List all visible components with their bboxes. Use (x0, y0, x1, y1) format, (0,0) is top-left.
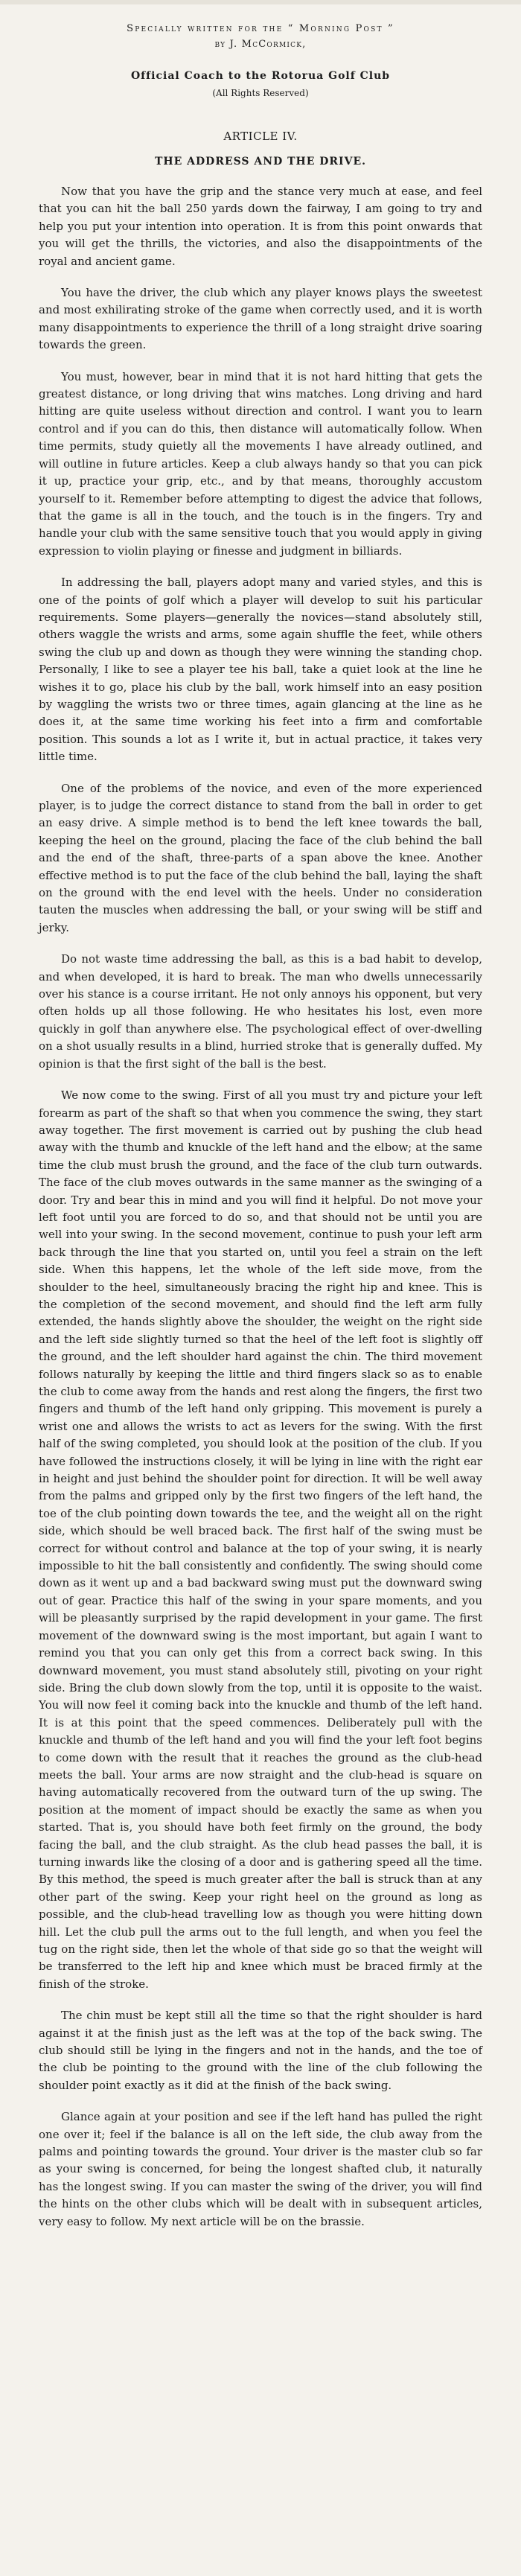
author-line: by J. McCormick, (214, 39, 307, 50)
article-title: THE ADDRESS AND THE DRIVE. (154, 156, 367, 168)
byline (39, 21, 482, 37)
rights-notice: (All Rights Reserved) (212, 88, 309, 98)
paragraph: In addressing the ball, players adopt many and varied styles, and this is one of the points of golf which a player will develop to suit his particular requirements. Some players—generally the novices—stand absolutely still, others waggle the wrists and arms, some again shuffle the feet, while others swing the club up and down as though they were winning the standing chop. Personally, I like to see a player tee his ball, take a quiet look at the line he wishes it to go, place his club by the ball, work himself into an easy position by waggling the wrists two or three times, again glancing at the line as he does it, at the same time working his feet into a firm and comfortable position. This sounds a lot as I write it, but in actual practice, it takes very little time. (39, 576, 482, 764)
publication-name: “ Morning Post ” (287, 23, 394, 34)
paragraph: Now that you have the grip and the stance very much at ease, and feel that you can hit the ball 250 yards down the fairway, I am going to try and help you put your intention into operation. It is from this point onwards that you will get the thrills, the victories, and also the disappointments of the royal and ancient game. (39, 185, 482, 268)
paragraph: You must, however, bear in mind that it is not hard hitting that gets the greatest distance, or long driving that wins matches. Long driving and hard hitting are quite useless without direction and control. I want you to learn control and if you can do this, then distance will automatically follow. When time permits, study quietly all the movements I have already outlined, and will outline in future articles. Keep a club always handy so that you can pick it up, practice your grip, etc., and by that means, thoroughly accustom yourself to it. Remember before attempting to digest the advice that follows, that the game is all in the touch, and the touch is in the fingers. Try and handle your club with the same sensitive touch that you would apply in giving expression to violin playing or finesse and judgment in billiards. (39, 369, 482, 558)
paragraph: You have the driver, the club which any player knows plays the sweetest and most exhilirating stroke of the game when correctly used, and it is worth many disappointments to experience the thrill of a long straight drive soaring towards the green. (39, 286, 482, 352)
paragraph: One of the problems of the novice, and even of the more experienced player, is to judge the correct distance to stand from the ball in order to get an easy drive. A simple method is to bend the left knee towards the ball, keeping the heel on the ground, placing the face of the club behind the ball and the end of the shaft, three-parts of a span above the knee. Another effective method is to put the face of the club behind the ball, laying the shaft on the ground with the end level with the heels. Under no consideration tauten the muscles when addressing the ball, or your swing will be stiff and jerky. (39, 781, 482, 934)
coach-line: Official Coach to the Rotorua Golf Club (130, 70, 391, 82)
article-number: ARTICLE IV. (223, 130, 298, 143)
byline-prefix: Specially written for the (127, 23, 284, 34)
paragraph: Do not waste time addressing the ball, as this is a bad habit to develop, and when developed, it is hard to break. The man who dwells unnecessarily over his stance is a course irritant. He not only annoys his opponent, but very often holds up all those following. He who hesitates his lost, even more quickly in golf than anywhere else. The psychological effect of over-dwelling on a shot usually results in a blind, hurried stroke that is generally duffed. My opinion is that the first sight of the ball is the best. (39, 952, 482, 1071)
paragraph: Glance again at your position and see if the left hand has pulled the right one over it; feel if the balance is all on the left side, the club away from the palms and pointing towards the ground. Your driver is the master club so far as your swing is concerned, for being the longest shafted club, it naturally has the longest swing. If you can master the swing of the driver, you will find the hints on the other clubs which will be dealt with in subsequent articles, very easy to follow. My next article will be on the brassie. (39, 2110, 482, 2228)
page-edge (0, 0, 521, 4)
article-body (39, 183, 482, 2231)
paragraph: The chin must be kept still all the time so that the right shoulder is hard against it at the finish just as the left was at the top of the back swing. The club should still be lying in the fingers and not in the hands, and the toe of the club be pointing to the ground with the line of the club following the shoulder point exactly as it did at the finish of the back swing. (39, 2009, 482, 2092)
paragraph: We now come to the swing. First of all you must try and picture your left forearm as part of the shaft so that when you commence the swing, they start away together. The first movement is carried out by pushing the club head away with the thumb and knuckle of the left hand and the elbow; at the same time the club must brush the ground, and the face of the club turn outwards. The face of the club moves outwards in the same manner as the swinging of a door. Try and bear this in mind and you will find it helpful. Do not move your left foot until you are forced to do so, and that should not be until you are well into your swing. In the second movement, continue to push your left arm back through the line that you started on, until you feel a strain on the left side. When this happens, let the whole of the left side move, from the shoulder to the heel, simultaneously bracing the right hip and knee. This is the completion of the second movement, and should find the left arm fully extended, the hands slightly above the shoulder, the weight on the right side and the left side slightly turned so that the heel of the left foot is slightly off the ground, and the left shoulder hard against the chin. The third movement follows naturally by keeping the little and third fingers slack so as to enable the club to come away from the hands and rest along the fingers, the first two fingers and thumb of the left hand only gripping. This movement is purely a wrist one and allows the wrists to act as levers for the swing. With the first half of the swing completed, you should look at the position of the club. If you have followed the instructions closely, it will be lying in line with the right ear in height and just behind the shoulder point for direction. It will be well away from the palms and gripped only by the first two fingers of the left hand, the toe of the club pointing down towards the tee, and the weight all on the right side, which should be well braced back. The first half of the swing must be correct for without control and balance at the top of your swing, it is nearly impossible to hit the ball consistently and confidently. The swing should come down as it went up and a bad backward swing must put the downward swing out of gear. Practice this half of the swing in your spare moments, and you will be pleasantly surprised by the rapid development in your game. The first movement of the downward swing is the most important, but again I want to remind you that you can only get this from a correct back swing. In this downward movement, you must stand absolutely still, pivoting on your right side. Bring the club down slowly from the top, until it is opposite to the waist. You will now feel it coming back into the knuckle and thumb of the left hand. It is at this point that the speed commences. Deliberately pull with the knuckle and thumb of the left hand and you will find the your left foot begins to come down with the result that it reaches the ground as the club-head meets the ball. Your arms are now straight and the club-head is square on having automatically recovered from the outward turn of the up swing. The position at the moment of impact should be exactly the same as when you started. That is, you should have both feet firmly on the ground, the body facing the ball, and the club straight. As the club head passes the ball, it is turning inwards like the closing of a door and is gathering speed all the time. By this method, the speed is much greater after the ball is struck than at any other part of the swing. Keep your right heel on the ground as long as possible, and the club-head travelling low as though you were hitting down hill. Let the club pull the arms out to the full length, and when you feel the tug on the right side, then let the whole of that side go so that the weight will be transferred to the left hip and knee which must be braced firmly at the finish of the stroke. (39, 1088, 482, 1991)
